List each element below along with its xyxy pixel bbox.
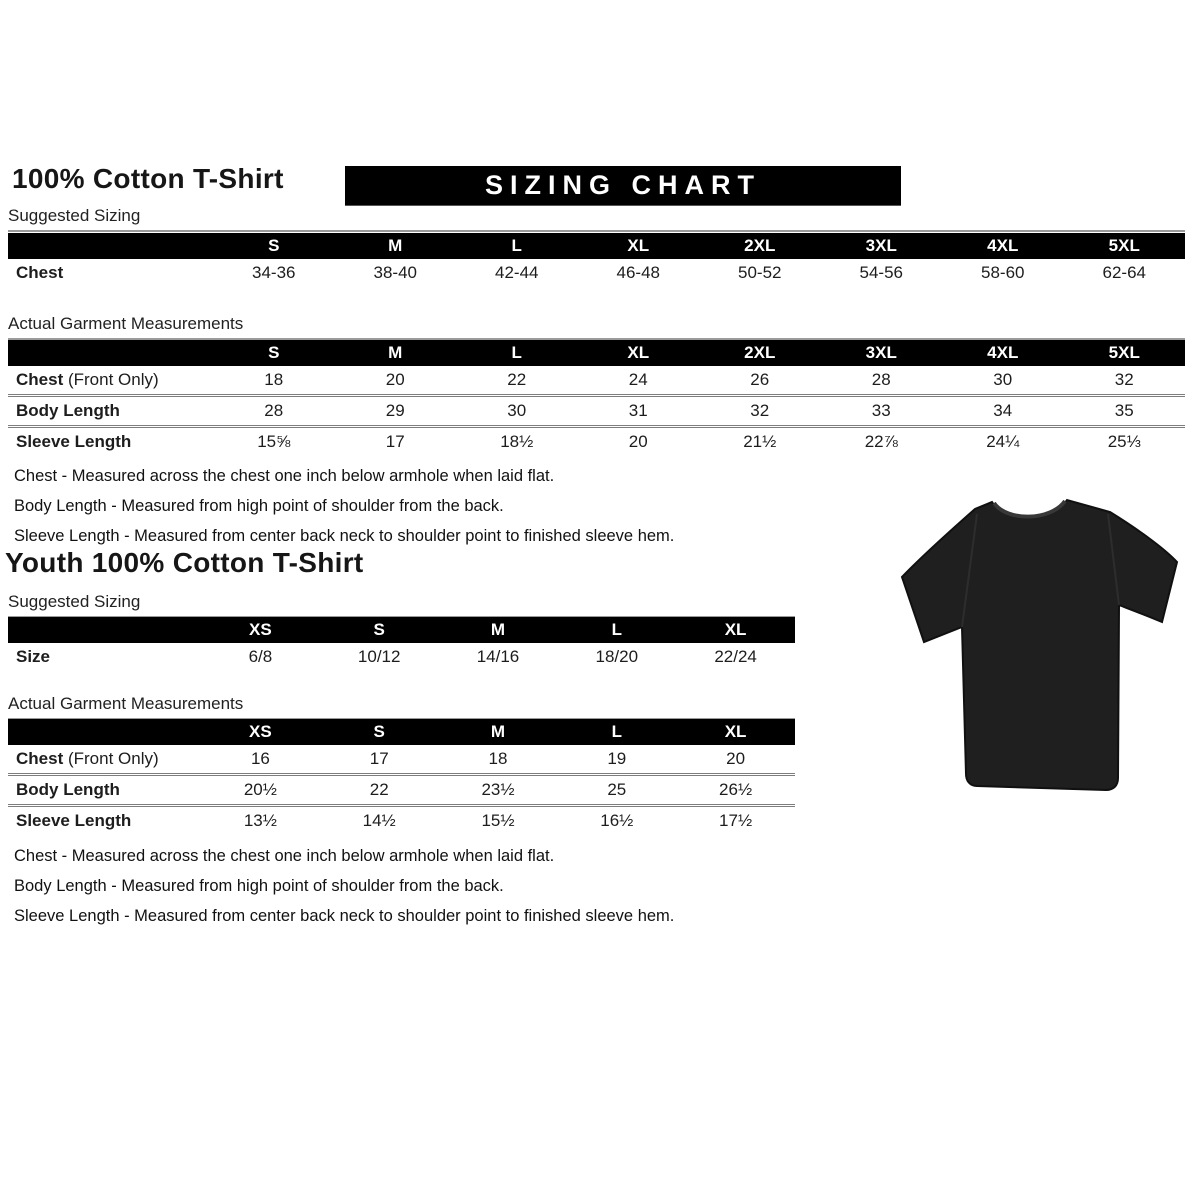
column-header-l: L: [456, 233, 578, 259]
measurement-cell: 35: [1064, 396, 1186, 427]
row-label: Chest (Front Only): [16, 370, 159, 389]
header-corner-cell: [8, 719, 201, 745]
measurement-cell: 62-64: [1102, 263, 1146, 282]
column-header-l: L: [456, 340, 578, 366]
youth-section-title: Youth 100% Cotton T-Shirt: [5, 547, 364, 578]
measurement-cell: 24¼: [942, 427, 1064, 457]
measurement-cell: 20½: [201, 775, 320, 806]
table-row: [8, 643, 795, 671]
note-line: Body Length - Measured from high point of shoulder from the back.: [14, 497, 504, 515]
measurement-cell: 31: [578, 396, 700, 427]
measurement-cell: 34-36: [252, 263, 296, 282]
measurement-cell: 18/20: [595, 647, 639, 666]
measurement-cell: 30: [456, 396, 578, 427]
measurement-cell: 34: [942, 396, 1064, 427]
column-header-m: M: [439, 617, 558, 643]
measurement-cell: 22: [507, 370, 527, 389]
adult-measurement-notes: [14, 461, 674, 551]
measurement-cell: 15½: [439, 806, 558, 836]
column-header-l: L: [557, 617, 676, 643]
measurement-cell: 29: [335, 396, 457, 427]
measurement-cell: 15⅝: [213, 427, 335, 457]
row-label: Body Length: [8, 775, 201, 806]
measurement-cell: 6/8: [248, 647, 273, 666]
measurement-cell: 58-60: [981, 263, 1025, 282]
tshirt-body-shape: [902, 500, 1177, 790]
table-row: [8, 396, 1185, 427]
measurement-cell: 28: [871, 370, 891, 389]
measurement-cell: 32: [699, 396, 821, 427]
adult-actual-measurements-table: [8, 340, 1185, 456]
measurement-cell: 18: [488, 749, 508, 768]
table-row: [8, 427, 1185, 457]
column-header-m: M: [335, 340, 457, 366]
measurement-cell: 32: [1114, 370, 1134, 389]
table-row: [8, 806, 795, 836]
youth-actual-measurements-label: Actual Garment Measurements: [8, 694, 795, 720]
header-row: [8, 719, 795, 745]
note-line: Sleeve Length - Measured from center back neck to shoulder point to finished sleeve hem.: [14, 907, 675, 925]
measurement-cell: 42-44: [495, 263, 539, 282]
measurement-cell: 23½: [439, 775, 558, 806]
measurement-cell: 18½: [456, 427, 578, 457]
note-line: Chest - Measured across the chest one inch below armhole when laid flat.: [14, 847, 555, 865]
measurement-cell: 19: [607, 749, 627, 768]
youth-actual-measurements-table: [8, 719, 795, 835]
row-label: Size: [16, 647, 51, 666]
measurement-cell: 38-40: [373, 263, 417, 282]
measurement-cell: 46-48: [616, 263, 660, 282]
header-row: [8, 233, 1185, 259]
measurement-cell: 16: [250, 749, 270, 768]
header-corner-cell: [8, 617, 201, 643]
row-label: Sleeve Length: [8, 806, 201, 836]
column-header-xl: XL: [578, 233, 700, 259]
sizing-chart-banner: SIZING CHART: [345, 166, 901, 205]
column-header-2xl: 2XL: [699, 340, 821, 366]
measurement-cell: 33: [821, 396, 943, 427]
column-header-5xl: 5XL: [1064, 340, 1186, 366]
note-line: Body Length - Measured from high point of shoulder from the back.: [14, 877, 504, 895]
row-label: Chest: [16, 263, 64, 282]
table-row: [8, 745, 795, 775]
youth-suggested-sizing-label: Suggested Sizing: [8, 592, 795, 618]
measurement-cell: 21½: [699, 427, 821, 457]
note-line: Chest - Measured across the chest one inch below armhole when laid flat.: [14, 467, 555, 485]
measurement-cell: 22/24: [714, 647, 757, 666]
measurement-cell: 17: [335, 427, 457, 457]
page-title: 100% Cotton T-Shirt: [12, 163, 284, 194]
measurement-cell: 24: [628, 370, 648, 389]
measurement-cell: 16½: [557, 806, 676, 836]
measurement-cell: 26½: [676, 775, 795, 806]
measurement-cell: 18: [264, 370, 284, 389]
measurement-cell: 14/16: [476, 647, 520, 666]
header-row: [8, 340, 1185, 366]
table-row: [8, 366, 1185, 396]
measurement-cell: 30: [993, 370, 1013, 389]
column-header-xs: XS: [201, 719, 320, 745]
measurement-cell: 50-52: [738, 263, 782, 282]
measurement-cell: 20: [578, 427, 700, 457]
measurement-cell: 10/12: [357, 647, 401, 666]
measurement-cell: 54-56: [859, 263, 903, 282]
header-row: [8, 617, 795, 643]
youth-suggested-sizing-table: [8, 617, 795, 671]
measurement-cell: 20: [385, 370, 405, 389]
column-header-m: M: [335, 233, 457, 259]
column-header-xl: XL: [676, 617, 795, 643]
measurement-cell: 22: [320, 775, 439, 806]
measurement-cell: 20: [726, 749, 746, 768]
youth-measurement-notes: [14, 841, 674, 931]
column-header-xs: XS: [201, 617, 320, 643]
column-header-s: S: [213, 233, 335, 259]
column-header-xl: XL: [578, 340, 700, 366]
adult-suggested-sizing-table: [8, 233, 1185, 287]
adult-suggested-sizing-label: Suggested Sizing: [8, 206, 1185, 232]
note-line: Sleeve Length - Measured from center back neck to shoulder point to finished sleeve hem.: [14, 527, 675, 545]
row-label: Chest (Front Only): [16, 749, 159, 768]
column-header-l: L: [557, 719, 676, 745]
measurement-cell: 28: [213, 396, 335, 427]
measurement-cell: 17: [369, 749, 389, 768]
adult-actual-measurements-label: Actual Garment Measurements: [8, 314, 1185, 340]
measurement-cell: 22⅞: [821, 427, 943, 457]
column-header-3xl: 3XL: [821, 233, 943, 259]
column-header-2xl: 2XL: [699, 233, 821, 259]
tshirt-product-image: [882, 462, 1197, 812]
header-corner-cell: [8, 233, 213, 259]
measurement-cell: 26: [750, 370, 770, 389]
measurement-cell: 13½: [201, 806, 320, 836]
table-row: [8, 775, 795, 806]
column-header-5xl: 5XL: [1064, 233, 1186, 259]
measurement-cell: 25: [557, 775, 676, 806]
measurement-cell: 17½: [676, 806, 795, 836]
column-header-s: S: [213, 340, 335, 366]
column-header-xl: XL: [676, 719, 795, 745]
column-header-m: M: [439, 719, 558, 745]
measurement-cell: 14½: [320, 806, 439, 836]
column-header-s: S: [320, 719, 439, 745]
column-header-4xl: 4XL: [942, 233, 1064, 259]
table-row: [8, 259, 1185, 287]
measurement-cell: 25⅓: [1064, 427, 1186, 457]
row-label: Sleeve Length: [8, 427, 213, 457]
header-corner-cell: [8, 340, 213, 366]
column-header-s: S: [320, 617, 439, 643]
black-tshirt-illustration: [882, 462, 1197, 812]
column-header-3xl: 3XL: [821, 340, 943, 366]
column-header-4xl: 4XL: [942, 340, 1064, 366]
row-label: Body Length: [8, 396, 213, 427]
